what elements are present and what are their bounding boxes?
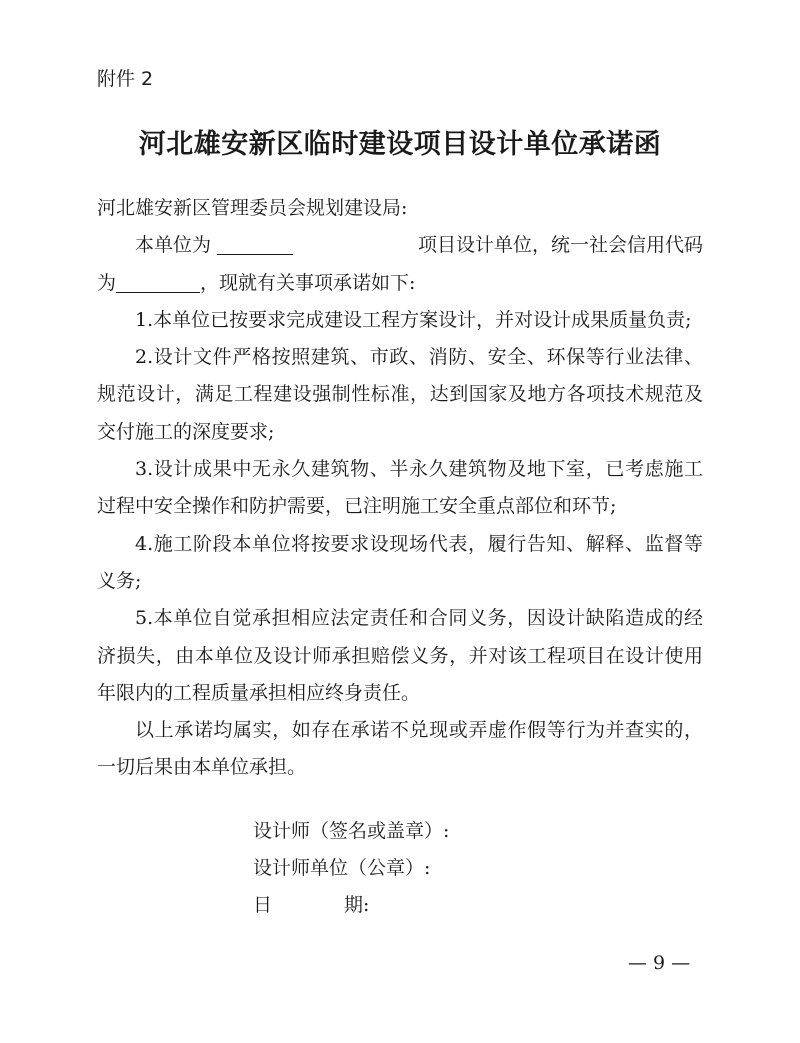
commitment-item-2: 2.设计文件严格按照建筑、市政、消防、安全、环保等行业法律、规范设计，满足工程建设强制性标准，达到国家及地方各项技术规范及交付施工的深度要求; <box>97 346 703 443</box>
attachment-label: 附件 2 <box>97 68 154 90</box>
commitment-item-3: 3.设计成果中无永久建筑物、半永久建筑物及地下室，已考虑施工过程中安全操作和防护需要，已注明施工安全重点部位和环节; <box>97 458 703 518</box>
intro-text-2: 项目设计单位，统一社会信用代码 <box>417 234 703 257</box>
commitment-item-5: 5.本单位自觉承担相应法定责任和合同义务，因设计缺陷造成的经济损失，由本单位及设计师承担赔偿义务，并对该工程项目在设计使用年限内的工程质量承担相应终身责任。 <box>97 607 703 704</box>
intro-line-1 <box>97 227 703 264</box>
designer-signature-line: 设计师（签名或盖章）: <box>253 820 450 842</box>
date-label-period: 期: <box>344 894 370 916</box>
signature-block <box>253 813 449 924</box>
intro-text-3: 为 <box>97 271 117 294</box>
commitment-item-1: 1.本单位已按要求完成建设工程方案设计，并对设计成果质量负责; <box>135 308 692 331</box>
page-number: — 9 — <box>628 952 691 974</box>
designer-unit-line: 设计师单位（公章）: <box>253 857 431 879</box>
intro-text-4: ，现就有关事项承诺如下: <box>200 271 416 294</box>
credit-code-blank <box>116 270 200 293</box>
recipient-line: 河北雄安新区管理委员会规划建设局: <box>97 197 408 219</box>
project-name-blank <box>217 232 293 255</box>
closing-statement: 以上承诺均属实，如存在承诺不兑现或弄虚作假等行为并查实的，一切后果由本单位承担。 <box>97 719 703 779</box>
letter-body <box>97 190 703 787</box>
date-label-day: 日 <box>253 894 273 916</box>
intro-text-1: 本单位为 <box>135 227 293 264</box>
date-line <box>253 887 449 924</box>
commitment-item-4: 4.施工阶段本单位将按要求设现场代表，履行告知、解释、监督等义务; <box>97 532 703 592</box>
intro-line-2 <box>97 265 703 302</box>
document-title: 河北雄安新区临时建设项目设计单位承诺函 <box>138 129 662 160</box>
